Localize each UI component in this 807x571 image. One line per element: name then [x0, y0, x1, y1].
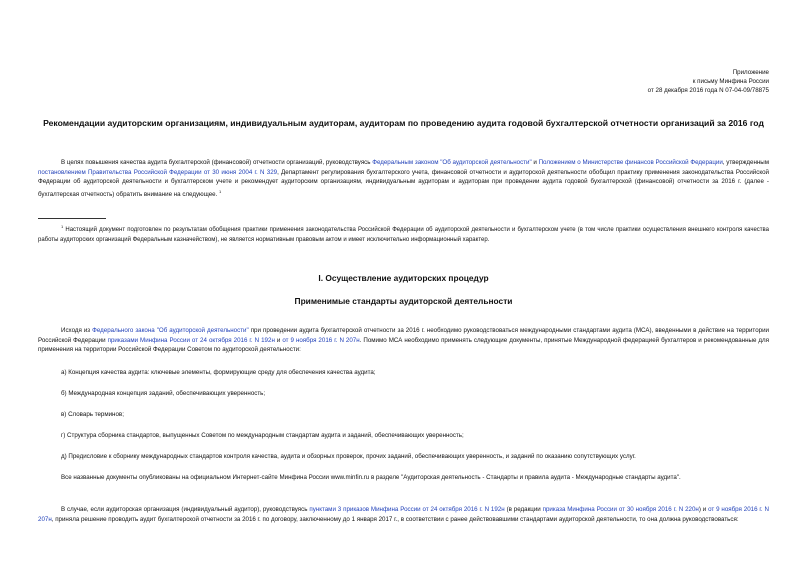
document-title: Рекомендации аудиторским организациям, индивидуальным аудиторам, аудиторам по проведению аудита годовой бухгалтерской отчетности организаций за 2016 год	[43, 118, 764, 128]
appendix-block	[648, 68, 769, 95]
order-192n-link[interactable]: приказами Минфина России от 24 октября 2016 г. N 192н	[107, 336, 275, 344]
footnote-text: Настоящий документ подготовлен по результатам обобщения практики применения законодательства Российской Федерации об аудиторской деятельности и бухгалтерском учете (в том числе практики осуществления внешнего контроля качества работы аудиторских организаций Федеральным казначейством), не является нормативным правовым актом и имеет исключительно информационный характер.	[38, 227, 769, 243]
standards-text-2: при проведении аудита бухгалтерской отчетности за 2016 г. необходимо руководствоваться международными стандартами аудита (МСА), введенными в действие на территории Российской Федерации	[38, 327, 769, 344]
transition-paragraph	[38, 505, 769, 524]
section-heading: I. Осуществление аудиторских процедур	[318, 273, 489, 283]
footnote-marker[interactable]: 1	[219, 188, 222, 194]
transition-text-2: (в редакции	[504, 506, 543, 513]
intro-text-1: В целях повышения качества аудита бухгалтерской (финансовой) отчетности организаций, руководствуясь	[61, 159, 373, 166]
federal-law-link-2[interactable]: Федерального закона "Об аудиторской деятельности"	[92, 327, 249, 334]
list-item: д) Предисловие к сборнику международных стандартов контроля качества, аудита и обзорных проверок, прочих заданий, обеспечивающих уверенность, и заданий по оказанию сопутствующих услуг.	[61, 453, 636, 460]
intro-text-2: и	[531, 159, 539, 166]
transition-text-3: ) и	[698, 506, 709, 513]
standards-text-1: Исходя из	[61, 327, 93, 334]
footnote-divider	[38, 218, 106, 219]
list-item: г) Структура сборника стандартов, выпущенных Советом по международным стандартам аудита и заданий, обеспечивающих уверенность;	[61, 432, 464, 439]
standards-text-4: . Помимо МСА необходимо применять следующие документы, принятые Международной федерацией бухгалтеров и рекомендованные для применения на территории Российской Федерации Советом по аудиторской деятельности:	[38, 336, 769, 353]
list-item: б) Международная концепция заданий, обеспечивающих уверенность;	[61, 390, 266, 397]
standards-paragraph	[38, 326, 769, 355]
standards-text-3: и	[274, 336, 283, 344]
list-item: в) Словарь терминов;	[61, 411, 124, 418]
intro-text-4: , Департамент регулирования бухгалтерского учета, финансовой отчетности и аудиторской деятельности обобщил практику применения законодательства Российской Федерации об аудиторской деятельности и бухгалтерском учете и рекомендует аудиторским организациям, индивидуальным аудиторам и аудиторам при проведении аудита годовой бухгалтерской (финансовой) отчетности за 2016 г. (далее - бухгалтерская отчетность) обратить внимание на следующее.	[38, 168, 769, 198]
order-220n-link[interactable]: приказа Минфина России от 30 ноября 2016 г. N 220н	[542, 506, 699, 513]
footnote	[38, 222, 769, 245]
appendix-label: Приложение	[732, 69, 769, 76]
intro-paragraph	[38, 158, 769, 199]
appendix-letter-ref: к письму Минфина России	[692, 78, 769, 85]
footnote-number: 1	[61, 224, 64, 229]
federal-law-link[interactable]: Федеральным законом "Об аудиторской деятельности"	[372, 159, 532, 166]
section-subheading: Применимые стандарты аудиторской деятельности	[294, 296, 513, 306]
order-207n-link[interactable]: от 9 ноября 2016 г. N 207н	[282, 336, 360, 344]
publication-paragraph: Все названные документы опубликованы на официальном Интернет-сайте Минфина России www.minfin.ru в разделе "Аудиторская деятельность - Стандарты и правила аудита - Международные стандарты аудита".	[61, 474, 681, 481]
transition-text-1: В случае, если аудиторская организация (индивидуальный аудитор), руководствуясь	[61, 506, 310, 513]
ministry-regulation-link[interactable]: Положением о Министерстве финансов Российской Федерации	[538, 159, 723, 166]
order-192n-points-link[interactable]: пунктами 3 приказов Минфина России от 24 октября 2016 г. N 192н	[309, 506, 505, 513]
order-207n-link-2[interactable]: от 9 ноября 2016 г. N 207н	[38, 506, 769, 523]
appendix-date: от 28 декабря 2016 года N 07-04-09/78875	[647, 87, 769, 94]
list-item: а) Концепция качества аудита: ключевые элементы, формирующие среду для обеспечения качества аудита;	[61, 369, 376, 376]
transition-text-4: , приняла решение проводить аудит бухгалтерской отчетности за 2016 г. по договору, заключенному до 1 января 2017 г., в соответствии с ранее действовавшими стандартами аудиторской деятельности, то она должна руководствоваться:	[51, 515, 739, 523]
intro-text-3: , утвержденным	[722, 159, 769, 166]
government-decree-link[interactable]: постановлением Правительства Российской Федерации от 30 июня 2004 г. N 329	[38, 168, 278, 176]
